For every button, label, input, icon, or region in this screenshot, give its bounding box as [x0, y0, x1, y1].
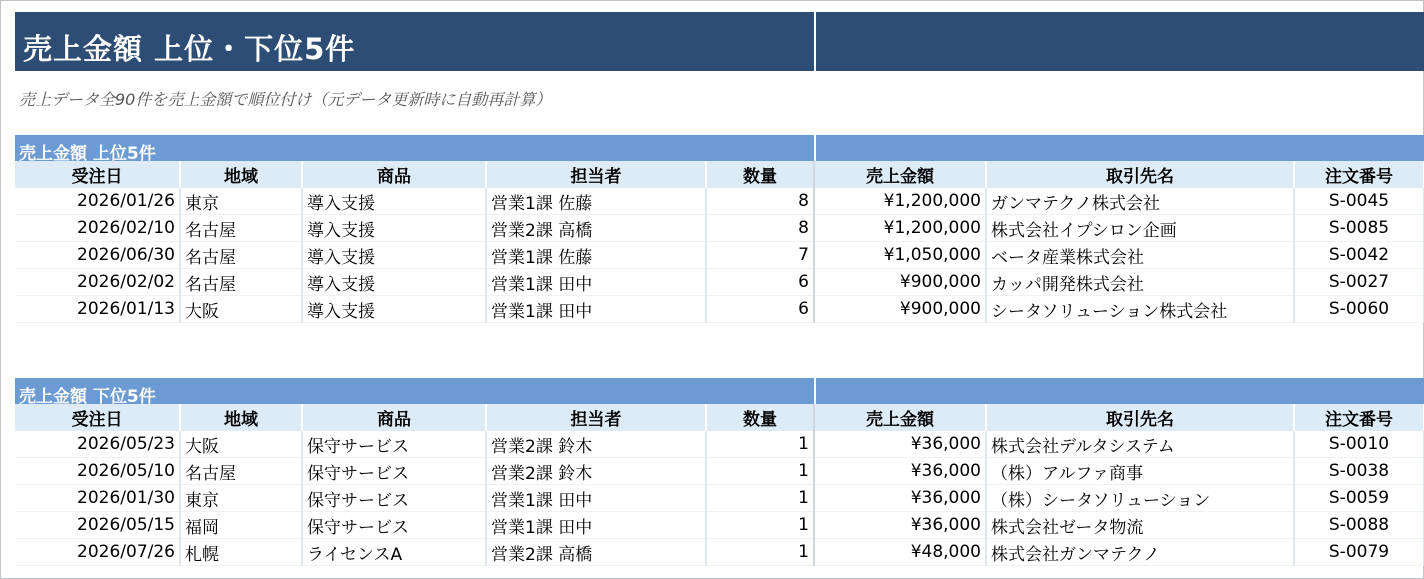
cell-amount: ¥1,200,000 [814, 215, 986, 242]
cell-quantity: 6 [706, 269, 814, 296]
cell-order-date: 2026/05/15 [15, 512, 180, 539]
column-header-product: 商品 [302, 404, 486, 431]
cell-rep: 営業1課 田中 [486, 485, 706, 512]
cell-amount: ¥36,000 [814, 485, 986, 512]
top-section-label: 売上金額 上位5件 [19, 144, 156, 164]
cell-client: 株式会社イプシロン企画 [986, 215, 1294, 242]
cell-client: （株）アルファ商事 [986, 458, 1294, 485]
cell-order-number: S-0088 [1294, 512, 1424, 539]
cell-order-date: 2026/07/26 [15, 539, 180, 566]
cell-rep: 営業2課 高橋 [486, 215, 706, 242]
cell-region: 大阪 [180, 431, 302, 458]
cell-quantity: 8 [706, 188, 814, 215]
cell-region: 名古屋 [180, 242, 302, 269]
cell-quantity: 8 [706, 215, 814, 242]
top-section-header [15, 135, 1424, 164]
cell-product: ライセンスA [302, 539, 486, 566]
section-divider [814, 135, 816, 161]
cell-amount: ¥900,000 [814, 296, 986, 323]
column-header-region: 地域 [180, 404, 302, 431]
column-header-region: 地域 [180, 161, 302, 188]
table-row [15, 242, 1424, 269]
cell-rep: 営業2課 高橋 [486, 539, 706, 566]
title-bar [15, 12, 1424, 71]
column-header-rep: 担当者 [486, 161, 706, 188]
cell-order-number: S-0027 [1294, 269, 1424, 296]
cell-order-date: 2026/05/10 [15, 458, 180, 485]
table-row [15, 296, 1424, 323]
cell-order-date: 2026/01/13 [15, 296, 180, 323]
cell-order-date: 2026/01/26 [15, 188, 180, 215]
cell-order-number: S-0060 [1294, 296, 1424, 323]
bottom-body [15, 431, 1424, 566]
cell-order-number: S-0059 [1294, 485, 1424, 512]
cell-region: 東京 [180, 485, 302, 512]
cell-client: 株式会社ガンマテクノ [986, 539, 1294, 566]
cell-product: 保守サービス [302, 431, 486, 458]
cell-quantity: 1 [706, 431, 814, 458]
cell-order-number: S-0010 [1294, 431, 1424, 458]
column-header-quantity: 数量 [706, 404, 814, 431]
cell-order-number: S-0079 [1294, 539, 1424, 566]
column-header-order-date: 受注日 [15, 404, 180, 431]
cell-rep: 営業2課 鈴木 [486, 458, 706, 485]
column-header-order-date: 受注日 [15, 161, 180, 188]
column-header-quantity: 数量 [706, 161, 814, 188]
cell-region: 名古屋 [180, 458, 302, 485]
table-row [15, 215, 1424, 242]
cell-order-number: S-0045 [1294, 188, 1424, 215]
cell-order-number: S-0038 [1294, 458, 1424, 485]
cell-order-date: 2026/02/02 [15, 269, 180, 296]
cell-product: 導入支援 [302, 269, 486, 296]
cell-product: 保守サービス [302, 485, 486, 512]
top-header-row [15, 161, 1424, 188]
column-header-amount: 売上金額 [814, 161, 986, 188]
cell-amount: ¥900,000 [814, 269, 986, 296]
cell-order-number: S-0085 [1294, 215, 1424, 242]
column-header-amount: 売上金額 [814, 404, 986, 431]
table-row [15, 269, 1424, 296]
cell-client: 株式会社ゼータ物流 [986, 512, 1294, 539]
cell-order-number: S-0042 [1294, 242, 1424, 269]
cell-amount: ¥36,000 [814, 431, 986, 458]
cell-client: 株式会社デルタシステム [986, 431, 1294, 458]
top-section [15, 135, 1424, 323]
cell-region: 東京 [180, 188, 302, 215]
bottom-section-label: 売上金額 下位5件 [19, 387, 156, 407]
cell-region: 名古屋 [180, 269, 302, 296]
table-row [15, 485, 1424, 512]
cell-quantity: 6 [706, 296, 814, 323]
bottom-header-row [15, 404, 1424, 431]
cell-product: 導入支援 [302, 242, 486, 269]
cell-rep: 営業1課 田中 [486, 269, 706, 296]
cell-order-date: 2026/05/23 [15, 431, 180, 458]
cell-quantity: 1 [706, 512, 814, 539]
cell-client: （株）シータソリューション [986, 485, 1294, 512]
cell-quantity: 7 [706, 242, 814, 269]
cell-amount: ¥1,050,000 [814, 242, 986, 269]
bottom-table [15, 404, 1424, 566]
cell-product: 導入支援 [302, 188, 486, 215]
cell-rep: 営業1課 佐藤 [486, 188, 706, 215]
column-header-product: 商品 [302, 161, 486, 188]
cell-amount: ¥48,000 [814, 539, 986, 566]
cell-client: ガンマテクノ株式会社 [986, 188, 1294, 215]
cell-client: カッパ開発株式会社 [986, 269, 1294, 296]
cell-order-date: 2026/01/30 [15, 485, 180, 512]
page-title: 売上金額 上位・下位5件 [23, 32, 356, 66]
top-body [15, 188, 1424, 323]
cell-product: 導入支援 [302, 215, 486, 242]
cell-region: 福岡 [180, 512, 302, 539]
column-header-client: 取引先名 [986, 161, 1294, 188]
cell-client: シータソリューション株式会社 [986, 296, 1294, 323]
table-row [15, 458, 1424, 485]
table-row [15, 431, 1424, 458]
bottom-section-header [15, 378, 1424, 407]
cell-region: 大阪 [180, 296, 302, 323]
cell-quantity: 1 [706, 485, 814, 512]
table-row [15, 539, 1424, 566]
cell-region: 札幌 [180, 539, 302, 566]
table-row [15, 188, 1424, 215]
cell-product: 保守サービス [302, 458, 486, 485]
column-header-rep: 担当者 [486, 404, 706, 431]
cell-quantity: 1 [706, 539, 814, 566]
cell-rep: 営業1課 佐藤 [486, 242, 706, 269]
column-header-client: 取引先名 [986, 404, 1294, 431]
column-header-order-number: 注文番号 [1294, 161, 1424, 188]
cell-order-date: 2026/06/30 [15, 242, 180, 269]
cell-amount: ¥1,200,000 [814, 188, 986, 215]
table-row [15, 512, 1424, 539]
cell-region: 名古屋 [180, 215, 302, 242]
cell-quantity: 1 [706, 458, 814, 485]
cell-amount: ¥36,000 [814, 512, 986, 539]
cell-order-date: 2026/02/10 [15, 215, 180, 242]
cell-rep: 営業2課 鈴木 [486, 431, 706, 458]
section-divider [814, 378, 816, 404]
cell-client: ベータ産業株式会社 [986, 242, 1294, 269]
cell-rep: 営業1課 田中 [486, 512, 706, 539]
top-table [15, 161, 1424, 323]
page-subtitle: 売上データ全90件を売上金額で順位付け（元データ更新時に自動再計算） [19, 90, 552, 109]
cell-amount: ¥36,000 [814, 458, 986, 485]
title-divider [814, 12, 816, 71]
column-header-order-number: 注文番号 [1294, 404, 1424, 431]
cell-rep: 営業1課 田中 [486, 296, 706, 323]
cell-product: 保守サービス [302, 512, 486, 539]
cell-product: 導入支援 [302, 296, 486, 323]
bottom-section [15, 378, 1424, 566]
